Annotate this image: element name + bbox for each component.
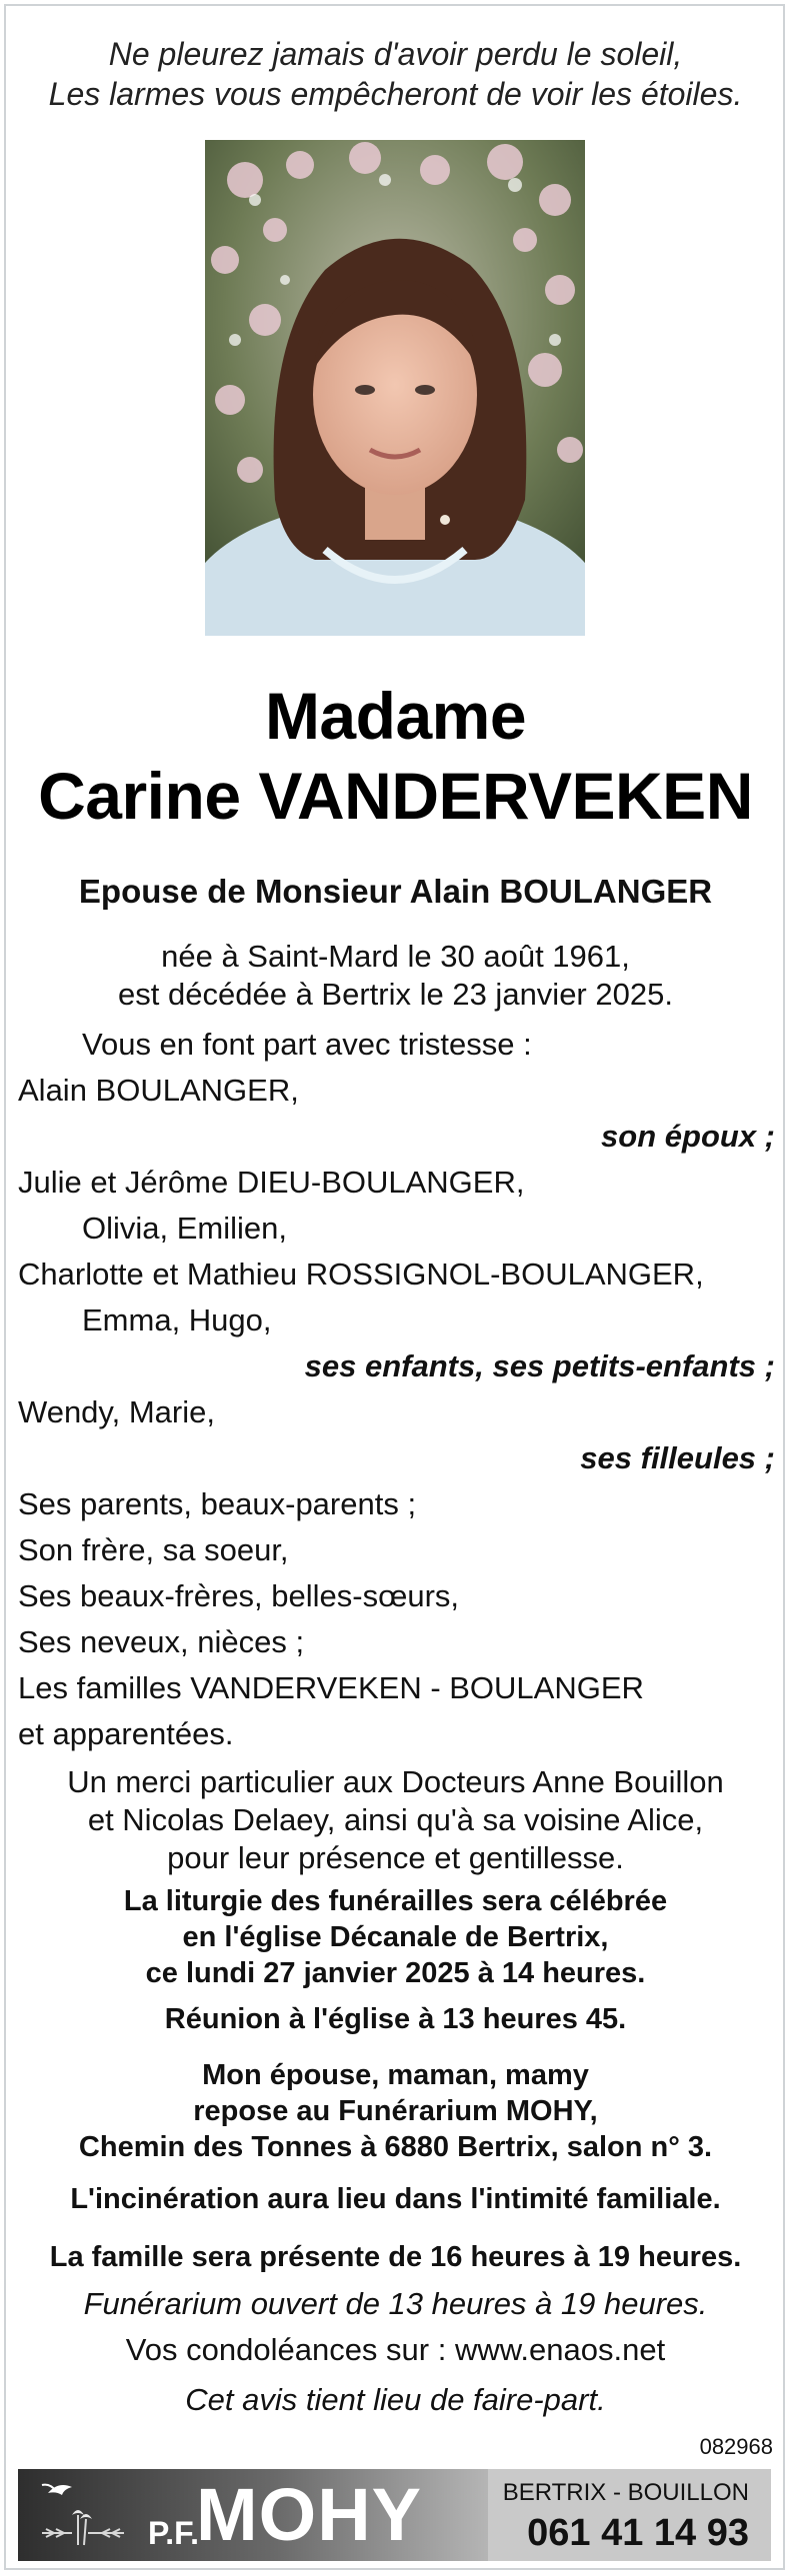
epitaph-quote <box>0 34 791 114</box>
deceased-name: Carine VANDERVEKEN <box>38 759 753 833</box>
child-1: Julie et Jérôme DIEU-BOULANGER, <box>18 1165 525 1200</box>
honorific: Madame <box>264 679 527 753</box>
goddaughters: Wendy, Marie, <box>18 1394 215 1429</box>
other-family-1: Ses parents, beaux-parents ; <box>18 1486 417 1521</box>
grandchildren-2: Emma, Hugo, <box>82 1302 272 1337</box>
liturgy-line-2: en l'église Décanale de Bertrix, <box>182 1921 609 1953</box>
notice-footer <box>0 2381 791 2419</box>
liturgy-line-3: ce lundi 27 janvier 2025 à 14 heures. <box>145 1957 646 1989</box>
liturgy-line-1: La liturgie des funérailles sera célébrée <box>123 1885 668 1917</box>
rest-block <box>0 2057 791 2165</box>
other-family-5: Les familles VANDERVEKEN - BOULANGER <box>18 1670 644 1705</box>
pf-label: P.F. <box>148 2515 199 2551</box>
quote-line-1: Ne pleurez jamais d'avoir perdu le soleil, <box>108 36 683 72</box>
condolences <box>0 2331 791 2369</box>
other-family-3: Ses beaux-frères, belles-sœurs, <box>18 1578 460 1613</box>
thanks-line-3: pour leur présence et gentillesse. <box>167 1840 624 1875</box>
meeting-line: Réunion à l'église à 13 heures 45. <box>164 2003 627 2035</box>
reference-number: 082968 <box>699 2434 773 2459</box>
child-2: Charlotte et Mathieu ROSSIGNOL-BOULANGER, <box>18 1257 704 1291</box>
funeral-home-banner <box>18 2469 771 2561</box>
rest-line-1: Mon épouse, maman, mamy <box>202 2059 589 2091</box>
portrait-photo <box>205 140 585 636</box>
liturgy-block <box>0 1883 791 1991</box>
hours-line: Funérarium ouvert de 13 heures à 19 heures. <box>83 2286 708 2321</box>
cremation-note <box>0 2181 791 2217</box>
thanks-line-1: Un merci particulier aux Docteurs Anne Bouillon <box>67 1764 724 1799</box>
family-presence <box>0 2239 791 2275</box>
other-family-2: Son frère, sa soeur, <box>18 1532 289 1567</box>
spouse-name: Alain BOULANGER, <box>18 1073 299 1108</box>
thanks-line-2: et Nicolas Delaey, ainsi qu'à sa voisine Alice, <box>87 1802 704 1837</box>
deceased-name-block <box>0 676 791 836</box>
spouse-role: son époux ; <box>601 1119 775 1154</box>
children-role: ses enfants, ses petits-enfants ; <box>304 1348 775 1383</box>
rest-line-2: repose au Funérarium MOHY, <box>193 2095 598 2127</box>
announcement: Vous en font part avec tristesse : <box>82 1027 532 1062</box>
banner-location: BERTRIX - BOUILLON <box>502 2479 749 2506</box>
thanks-block <box>0 1763 791 1877</box>
funeral-home-hours <box>0 2285 791 2323</box>
birth-line: née à Saint-Mard le 30 août 1961, <box>161 939 630 974</box>
quote-line-2: Les larmes vous empêcheront de voir les étoiles. <box>48 76 743 112</box>
dove-and-lilies-icon <box>28 2475 138 2555</box>
death-line: est décédée à Bertrix le 23 janvier 2025. <box>118 977 673 1012</box>
other-family-6: et apparentées. <box>18 1716 234 1751</box>
family-presence-line: La famille sera présente de 16 heures à 19 heures. <box>49 2241 742 2273</box>
other-family-4: Ses neveux, nièces ; <box>18 1624 305 1659</box>
notice-line: Cet avis tient lieu de faire-part. <box>185 2382 606 2417</box>
brand-name: MOHY <box>196 2473 422 2556</box>
banner-phone: 061 41 14 93 <box>527 2512 749 2554</box>
grandchildren-1: Olivia, Emilien, <box>82 1211 287 1246</box>
goddaughters-role: ses filleules ; <box>580 1440 775 1475</box>
spouse-line: Epouse de Monsieur Alain BOULANGER <box>78 873 713 910</box>
condolences-line: Vos condoléances sur : www.enaos.net <box>125 2332 666 2367</box>
cremation-line: L'incinération aura lieu dans l'intimité familiale. <box>70 2183 721 2215</box>
birth-death-block <box>0 938 791 1014</box>
church-meeting <box>0 2001 791 2037</box>
rest-line-3: Chemin des Tonnes à 6880 Bertrix, salon n° 3. <box>78 2131 713 2163</box>
